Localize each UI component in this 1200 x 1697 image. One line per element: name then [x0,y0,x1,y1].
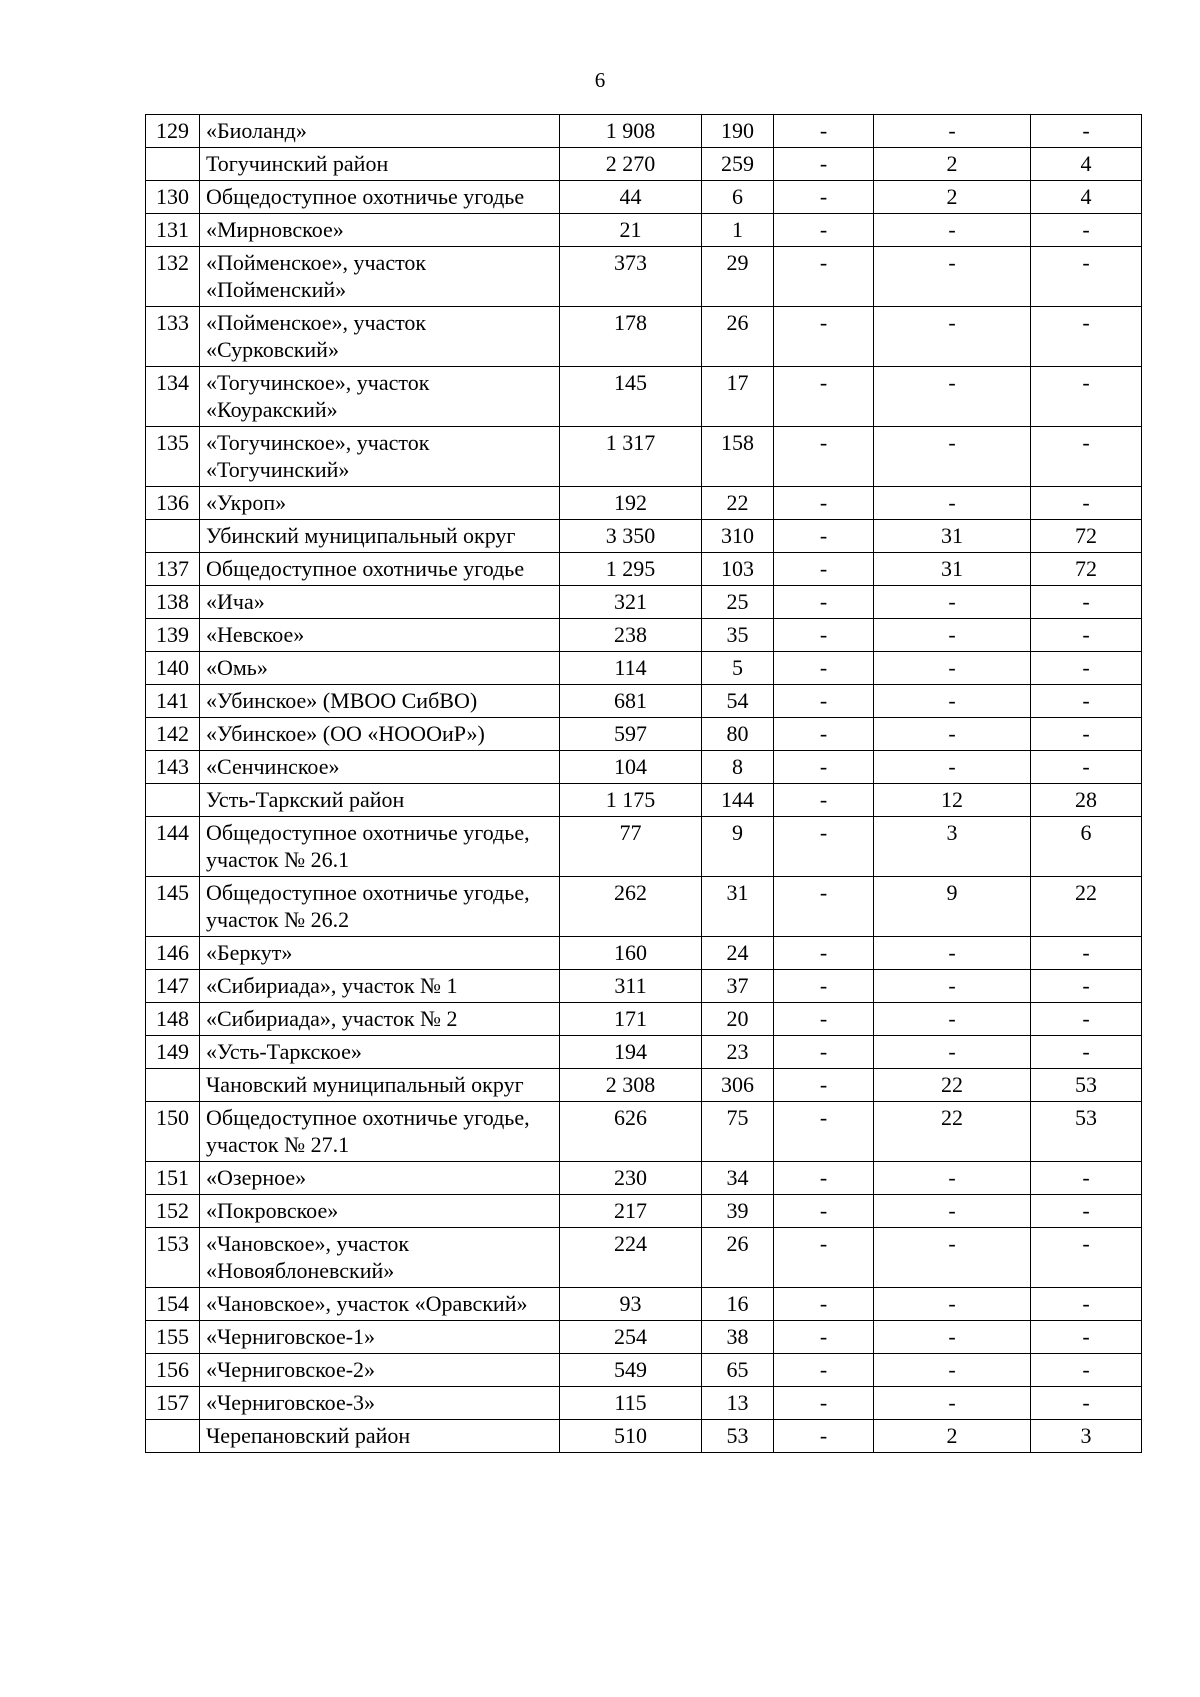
value-col-2-cell: 54 [702,685,774,718]
row-number-cell [146,1420,200,1453]
value-col-4-cell: - [874,487,1031,520]
value-col-4-cell: 3 [874,817,1031,877]
district-subtotal-row [146,148,1142,181]
district-subtotal-row [146,520,1142,553]
value-col-3-cell: - [774,247,874,307]
value-col-4-cell: 31 [874,520,1031,553]
value-col-1-cell: 1 175 [560,784,702,817]
row-name-cell: «Пойменское», участок «Сурковский» [200,307,560,367]
value-col-2-cell: 190 [702,115,774,148]
table-row [146,1003,1142,1036]
value-col-5-cell: - [1031,247,1142,307]
table-row [146,247,1142,307]
value-col-4-cell: - [874,1387,1031,1420]
value-col-5-cell: - [1031,1321,1142,1354]
row-name-cell: «Черниговское-3» [200,1387,560,1420]
value-col-1-cell: 160 [560,937,702,970]
row-number-cell: 135 [146,427,200,487]
value-col-2-cell: 310 [702,520,774,553]
row-name-cell: «Тогучинское», участок «Тогучинский» [200,427,560,487]
value-col-3-cell: - [774,487,874,520]
value-col-1-cell: 192 [560,487,702,520]
value-col-3-cell: - [774,685,874,718]
row-number-cell: 155 [146,1321,200,1354]
value-col-4-cell: - [874,619,1031,652]
table-row [146,181,1142,214]
row-name-cell: Тогучинский район [200,148,560,181]
row-name-cell: «Беркут» [200,937,560,970]
value-col-1-cell: 21 [560,214,702,247]
value-col-4-cell: - [874,652,1031,685]
table-row [146,652,1142,685]
row-number-cell: 143 [146,751,200,784]
value-col-2-cell: 158 [702,427,774,487]
value-col-4-cell: - [874,1195,1031,1228]
value-col-3-cell: - [774,1288,874,1321]
page-number: 6 [594,68,606,92]
table-row [146,619,1142,652]
table-row [146,427,1142,487]
value-col-2-cell: 29 [702,247,774,307]
value-col-5-cell: - [1031,685,1142,718]
value-col-4-cell: 2 [874,148,1031,181]
value-col-5-cell: - [1031,718,1142,751]
row-number-cell: 156 [146,1354,200,1387]
table-row [146,214,1142,247]
value-col-1-cell: 254 [560,1321,702,1354]
row-name-cell: «Чановское», участок «Оравский» [200,1288,560,1321]
row-name-cell: Чановский муниципальный округ [200,1069,560,1102]
value-col-3-cell: - [774,652,874,685]
value-col-2-cell: 38 [702,1321,774,1354]
value-col-1-cell: 194 [560,1036,702,1069]
row-number-cell: 141 [146,685,200,718]
row-number-cell [146,784,200,817]
value-col-1-cell: 2 270 [560,148,702,181]
row-number-cell: 145 [146,877,200,937]
value-col-1-cell: 238 [560,619,702,652]
row-name-cell: Убинский муниципальный округ [200,520,560,553]
value-col-5-cell: - [1031,1288,1142,1321]
row-name-cell: «Ича» [200,586,560,619]
value-col-3-cell: - [774,1228,874,1288]
value-col-3-cell: - [774,1321,874,1354]
value-col-2-cell: 37 [702,970,774,1003]
row-number-cell: 149 [146,1036,200,1069]
table-row [146,1387,1142,1420]
value-col-2-cell: 31 [702,877,774,937]
value-col-5-cell: 22 [1031,877,1142,937]
value-col-4-cell: - [874,937,1031,970]
row-name-cell: Черепановский район [200,1420,560,1453]
row-name-cell: Общедоступное охотничье угодье, участок № 26.2 [200,877,560,937]
table-row [146,1288,1142,1321]
value-col-3-cell: - [774,1354,874,1387]
value-col-3-cell: - [774,619,874,652]
value-col-2-cell: 13 [702,1387,774,1420]
row-name-cell: «Озерное» [200,1162,560,1195]
value-col-2-cell: 6 [702,181,774,214]
value-col-2-cell: 259 [702,148,774,181]
value-col-4-cell: - [874,1354,1031,1387]
value-col-4-cell: - [874,586,1031,619]
value-col-5-cell: - [1031,1003,1142,1036]
value-col-5-cell: - [1031,1228,1142,1288]
value-col-2-cell: 1 [702,214,774,247]
row-name-cell: «Укроп» [200,487,560,520]
value-col-5-cell: - [1031,751,1142,784]
value-col-4-cell: - [874,247,1031,307]
value-col-2-cell: 20 [702,1003,774,1036]
value-col-5-cell: - [1031,970,1142,1003]
value-col-3-cell: - [774,1420,874,1453]
value-col-3-cell: - [774,1036,874,1069]
value-col-5-cell: 4 [1031,181,1142,214]
value-col-2-cell: 144 [702,784,774,817]
table-row [146,1036,1142,1069]
table-row [146,1228,1142,1288]
row-name-cell: «Покровское» [200,1195,560,1228]
value-col-5-cell: - [1031,487,1142,520]
value-col-3-cell: - [774,520,874,553]
value-col-4-cell: - [874,1036,1031,1069]
value-col-1-cell: 1 295 [560,553,702,586]
value-col-5-cell: 53 [1031,1102,1142,1162]
value-col-2-cell: 5 [702,652,774,685]
value-col-5-cell: - [1031,214,1142,247]
value-col-1-cell: 230 [560,1162,702,1195]
district-subtotal-row [146,1420,1142,1453]
value-col-2-cell: 53 [702,1420,774,1453]
table-row [146,817,1142,877]
value-col-4-cell: 9 [874,877,1031,937]
value-col-3-cell: - [774,553,874,586]
value-col-2-cell: 17 [702,367,774,427]
value-col-5-cell: 53 [1031,1069,1142,1102]
row-number-cell: 146 [146,937,200,970]
value-col-4-cell: - [874,685,1031,718]
row-number-cell: 154 [146,1288,200,1321]
value-col-3-cell: - [774,115,874,148]
table-row [146,1162,1142,1195]
table-row [146,751,1142,784]
value-col-2-cell: 26 [702,1228,774,1288]
value-col-1-cell: 2 308 [560,1069,702,1102]
value-col-3-cell: - [774,214,874,247]
value-col-2-cell: 306 [702,1069,774,1102]
row-name-cell: «Омь» [200,652,560,685]
value-col-4-cell: - [874,427,1031,487]
value-col-1-cell: 1 908 [560,115,702,148]
table-row [146,970,1142,1003]
value-col-2-cell: 9 [702,817,774,877]
table-row [146,1321,1142,1354]
district-subtotal-row [146,1069,1142,1102]
row-number-cell: 140 [146,652,200,685]
row-number-cell [146,148,200,181]
table-body [146,115,1142,1453]
value-col-3-cell: - [774,817,874,877]
row-number-cell: 147 [146,970,200,1003]
row-name-cell: Общедоступное охотничье угодье, участок № 27.1 [200,1102,560,1162]
row-name-cell: «Тогучинское», участок «Коуракский» [200,367,560,427]
value-col-4-cell: 2 [874,1420,1031,1453]
table-row [146,487,1142,520]
value-col-2-cell: 24 [702,937,774,970]
value-col-2-cell: 34 [702,1162,774,1195]
value-col-2-cell: 25 [702,586,774,619]
row-name-cell: Общедоступное охотничье угодье [200,553,560,586]
value-col-1-cell: 626 [560,1102,702,1162]
value-col-4-cell: - [874,115,1031,148]
table-row [146,586,1142,619]
value-col-4-cell: - [874,367,1031,427]
value-col-5-cell: - [1031,652,1142,685]
row-name-cell: «Невское» [200,619,560,652]
value-col-5-cell: - [1031,1162,1142,1195]
table-row [146,367,1142,427]
value-col-3-cell: - [774,970,874,1003]
value-col-5-cell: - [1031,619,1142,652]
value-col-2-cell: 35 [702,619,774,652]
value-col-3-cell: - [774,1003,874,1036]
value-col-4-cell: - [874,1228,1031,1288]
value-col-5-cell: 4 [1031,148,1142,181]
value-col-5-cell: 6 [1031,817,1142,877]
value-col-3-cell: - [774,718,874,751]
value-col-3-cell: - [774,427,874,487]
value-col-3-cell: - [774,1387,874,1420]
value-col-3-cell: - [774,877,874,937]
value-col-4-cell: 2 [874,181,1031,214]
value-col-2-cell: 16 [702,1288,774,1321]
value-col-5-cell: - [1031,1195,1142,1228]
value-col-4-cell: - [874,970,1031,1003]
value-col-1-cell: 510 [560,1420,702,1453]
value-col-5-cell: - [1031,1036,1142,1069]
row-number-cell: 152 [146,1195,200,1228]
value-col-4-cell: - [874,307,1031,367]
value-col-1-cell: 311 [560,970,702,1003]
value-col-5-cell: - [1031,367,1142,427]
row-name-cell: «Сенчинское» [200,751,560,784]
row-name-cell: «Сибириада», участок № 1 [200,970,560,1003]
row-name-cell: «Чановское», участок «Новояблоневский» [200,1228,560,1288]
value-col-3-cell: - [774,586,874,619]
value-col-3-cell: - [774,751,874,784]
row-name-cell: «Мирновское» [200,214,560,247]
value-col-2-cell: 103 [702,553,774,586]
table-row [146,1102,1142,1162]
value-col-1-cell: 1 317 [560,427,702,487]
value-col-5-cell: - [1031,937,1142,970]
row-number-cell: 151 [146,1162,200,1195]
value-col-1-cell: 115 [560,1387,702,1420]
row-number-cell: 134 [146,367,200,427]
value-col-1-cell: 224 [560,1228,702,1288]
value-col-2-cell: 26 [702,307,774,367]
value-col-3-cell: - [774,1195,874,1228]
table-row [146,1195,1142,1228]
row-number-cell: 139 [146,619,200,652]
row-name-cell: «Пойменское», участок «Пойменский» [200,247,560,307]
value-col-2-cell: 8 [702,751,774,784]
row-number-cell [146,1069,200,1102]
value-col-4-cell: - [874,1288,1031,1321]
value-col-5-cell: - [1031,307,1142,367]
hunting-grounds-table [145,114,1142,1453]
table-row [146,307,1142,367]
row-name-cell: «Убинское» (МВОО СибВО) [200,685,560,718]
value-col-1-cell: 145 [560,367,702,427]
table-row [146,115,1142,148]
value-col-2-cell: 80 [702,718,774,751]
value-col-5-cell: 72 [1031,553,1142,586]
row-number-cell: 148 [146,1003,200,1036]
row-number-cell: 133 [146,307,200,367]
row-number-cell: 129 [146,115,200,148]
row-number-cell: 138 [146,586,200,619]
value-col-5-cell: 72 [1031,520,1142,553]
value-col-1-cell: 104 [560,751,702,784]
row-name-cell: «Биоланд» [200,115,560,148]
value-col-5-cell: - [1031,427,1142,487]
row-number-cell: 137 [146,553,200,586]
value-col-2-cell: 23 [702,1036,774,1069]
row-number-cell: 153 [146,1228,200,1288]
table-row [146,553,1142,586]
value-col-4-cell: 22 [874,1102,1031,1162]
value-col-1-cell: 171 [560,1003,702,1036]
value-col-3-cell: - [774,1102,874,1162]
value-col-3-cell: - [774,307,874,367]
value-col-5-cell: 28 [1031,784,1142,817]
row-name-cell: «Усть-Таркское» [200,1036,560,1069]
value-col-5-cell: - [1031,586,1142,619]
value-col-3-cell: - [774,784,874,817]
table-row [146,937,1142,970]
value-col-4-cell: - [874,751,1031,784]
table-row [146,877,1142,937]
value-col-4-cell: - [874,718,1031,751]
row-name-cell: Общедоступное охотничье угодье [200,181,560,214]
row-name-cell: «Черниговское-2» [200,1354,560,1387]
district-subtotal-row [146,784,1142,817]
value-col-1-cell: 44 [560,181,702,214]
value-col-5-cell: 3 [1031,1420,1142,1453]
value-col-4-cell: - [874,1321,1031,1354]
value-col-3-cell: - [774,1069,874,1102]
value-col-1-cell: 3 350 [560,520,702,553]
value-col-1-cell: 217 [560,1195,702,1228]
value-col-1-cell: 178 [560,307,702,367]
value-col-1-cell: 321 [560,586,702,619]
row-number-cell: 130 [146,181,200,214]
value-col-4-cell: - [874,214,1031,247]
value-col-3-cell: - [774,1162,874,1195]
row-name-cell: Общедоступное охотничье угодье, участок № 26.1 [200,817,560,877]
value-col-3-cell: - [774,148,874,181]
value-col-1-cell: 681 [560,685,702,718]
value-col-4-cell: - [874,1003,1031,1036]
row-name-cell: «Черниговское-1» [200,1321,560,1354]
value-col-1-cell: 262 [560,877,702,937]
row-number-cell: 136 [146,487,200,520]
value-col-3-cell: - [774,181,874,214]
value-col-1-cell: 549 [560,1354,702,1387]
table-row [146,685,1142,718]
value-col-1-cell: 93 [560,1288,702,1321]
row-number-cell: 150 [146,1102,200,1162]
row-name-cell: «Сибириада», участок № 2 [200,1003,560,1036]
value-col-5-cell: - [1031,115,1142,148]
row-number-cell: 157 [146,1387,200,1420]
row-name-cell: «Убинское» (ОО «НОООиР») [200,718,560,751]
value-col-1-cell: 597 [560,718,702,751]
row-number-cell: 132 [146,247,200,307]
value-col-5-cell: - [1031,1387,1142,1420]
value-col-5-cell: - [1031,1354,1142,1387]
value-col-3-cell: - [774,937,874,970]
row-number-cell: 131 [146,214,200,247]
value-col-2-cell: 22 [702,487,774,520]
value-col-4-cell: 12 [874,784,1031,817]
value-col-1-cell: 114 [560,652,702,685]
value-col-2-cell: 65 [702,1354,774,1387]
value-col-1-cell: 373 [560,247,702,307]
value-col-4-cell: 22 [874,1069,1031,1102]
row-number-cell: 142 [146,718,200,751]
value-col-4-cell: - [874,1162,1031,1195]
value-col-2-cell: 39 [702,1195,774,1228]
row-number-cell [146,520,200,553]
row-name-cell: Усть-Таркский район [200,784,560,817]
value-col-1-cell: 77 [560,817,702,877]
table-row [146,1354,1142,1387]
value-col-2-cell: 75 [702,1102,774,1162]
row-number-cell: 144 [146,817,200,877]
value-col-3-cell: - [774,367,874,427]
table-row [146,718,1142,751]
value-col-4-cell: 31 [874,553,1031,586]
